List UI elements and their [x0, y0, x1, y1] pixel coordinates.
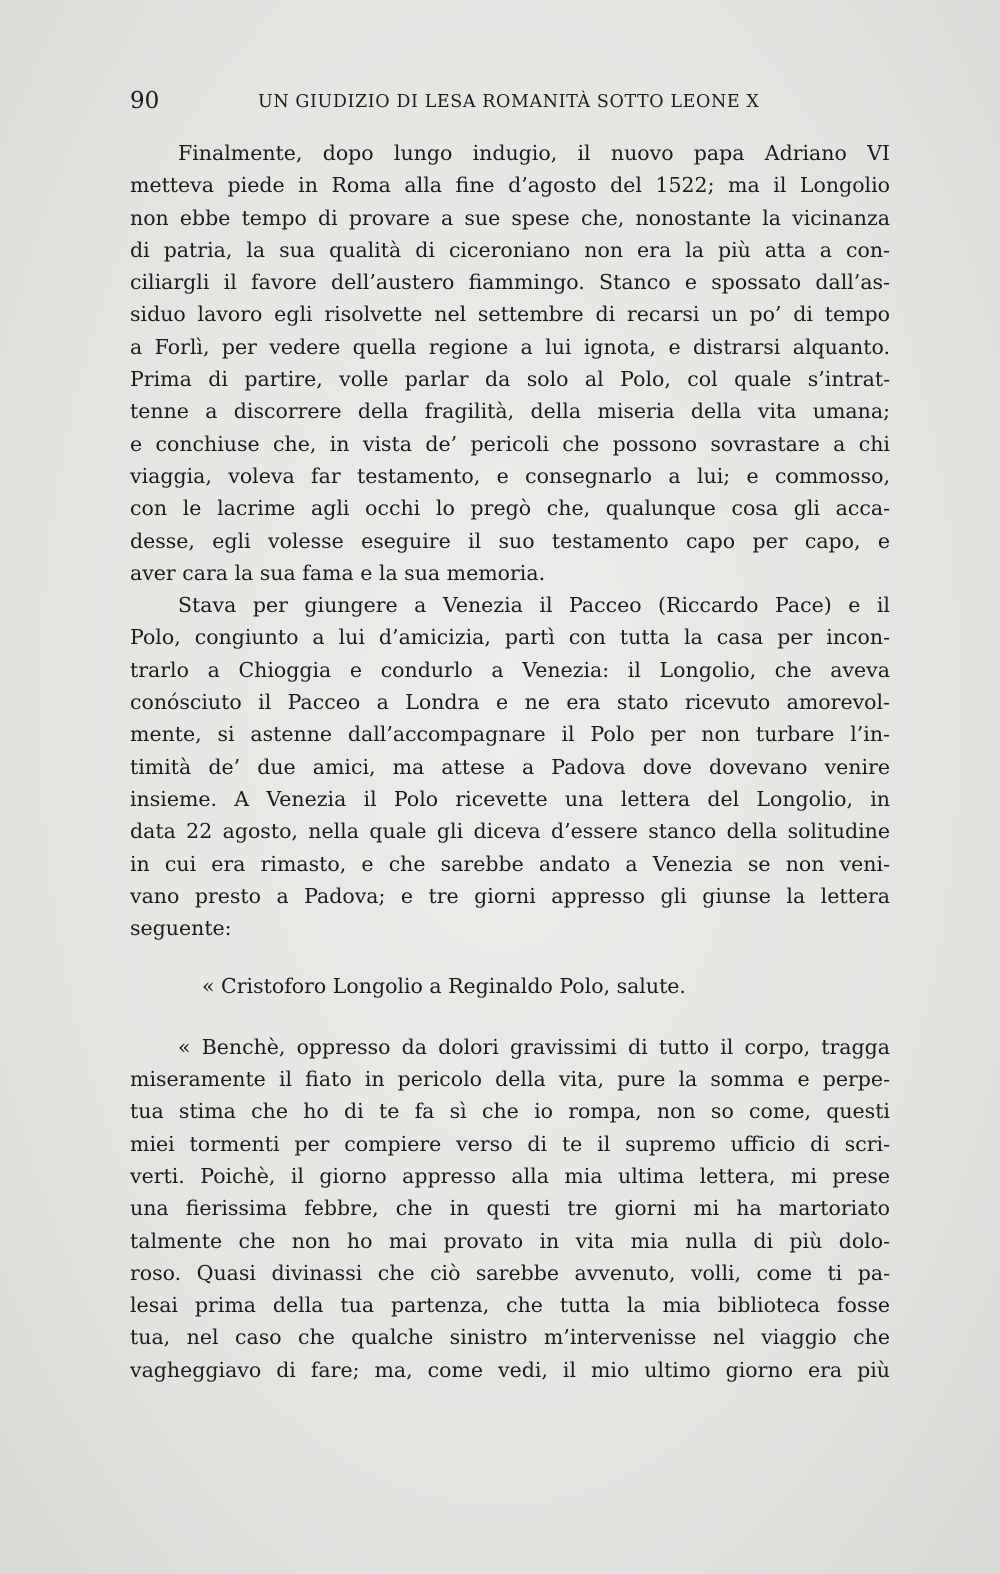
text-line: viaggia, voleva far testamento, e consegnarlo a lui; e commosso, [130, 463, 890, 488]
text-line: trarlo a Chioggia e condurlo a Venezia: il Longolio, che aveva [130, 657, 890, 682]
text-line: tenne a discorrere della fragilità, della miseria della vita umana; [130, 399, 890, 424]
text-line: di patria, la sua qualità di ciceroniano non era la più atta a con- [130, 237, 890, 262]
text-line: mente, si astenne dall’accompagnare il Polo per non turbare l’in- [130, 722, 890, 747]
text-line: siduo lavoro egli risolvette nel settembre di recarsi un po’ di tempo [130, 302, 890, 327]
text-line: desse, egli volesse eseguire il suo testamento capo per capo, e [130, 528, 890, 553]
text-line: miei tormenti per compiere verso di te il supremo ufficio di scri- [130, 1131, 890, 1156]
text-line: e conchiuse che, in vista de’ pericoli che possono sovrastare a chi [130, 431, 890, 456]
paragraph-3 [130, 1031, 890, 1386]
text-line: Stava per giungere a Venezia il Pacceo (Riccardo Pace) e il [178, 593, 890, 618]
text-line: in cui era rimasto, e che sarebbe andato a Venezia se non veni- [130, 851, 890, 876]
text-line: « Benchè, oppresso da dolori gravissimi di tutto il corpo, tragga [178, 1034, 890, 1059]
text-line: verti. Poichè, il giorno appresso alla mia ultima lettera, mi prese [130, 1163, 890, 1188]
text-line: roso. Quasi divinassi che ciò sarebbe avvenuto, volli, come ti pa- [130, 1260, 890, 1285]
text-line: talmente che non ho mai provato in vita mia nulla di più dolo- [130, 1228, 890, 1253]
page-number: 90 [130, 88, 160, 114]
text-line: tua, nel caso che qualche sinistro m’intervenisse nel viaggio che [130, 1325, 890, 1350]
text-line: tua stima che ho di te fa sì che io rompa, non so come, questi [130, 1099, 890, 1124]
running-title: UN GIUDIZIO DI LESA ROMANITÀ SOTTO LEONE X [258, 92, 760, 112]
text-line: timità de’ due amici, ma attese a Padova dove dovevano venire [130, 754, 890, 779]
text-line: aver cara la sua fama e la sua memoria. [130, 560, 546, 585]
text-line: una fierissima febbre, che in questi tre giorni mi ha martoriato [130, 1196, 890, 1221]
letter-salutation: « Cristoforo Longolio a Reginaldo Polo, salute. [202, 974, 686, 999]
text-line: seguente: [130, 916, 232, 941]
text-line: insieme. A Venezia il Polo ricevette una lettera del Longolio, in [130, 786, 890, 811]
text-line: Polo, congiunto a lui d’amicizia, partì con tutta la casa per incon- [130, 625, 890, 650]
text-line: Prima di partire, volle parlar da solo al Polo, col quale s’intrat- [130, 367, 890, 392]
text-line: a Forlì, per vedere quella regione a lui ignota, e distrarsi alquanto. [130, 334, 890, 359]
text-line: conósciuto il Pacceo a Londra e ne era stato ricevuto amorevol- [130, 690, 890, 715]
text-line: non ebbe tempo di provare a sue spese che, nonostante la vicinanza [130, 205, 890, 230]
paragraph-2 [130, 589, 890, 944]
text-line: vano presto a Padova; e tre giorni appresso gli giunse la lettera [130, 883, 890, 908]
text-line: metteva piede in Roma alla fine d’agosto del 1522; ma il Longolio [130, 173, 890, 198]
text-line: lesai prima della tua partenza, che tutta la mia biblioteca fosse [130, 1293, 890, 1318]
text-line: data 22 agosto, nella quale gli diceva d’essere stanco della solitudine [130, 819, 890, 844]
spacer [130, 1003, 890, 1031]
page-header [130, 86, 890, 116]
text-line: Finalmente, dopo lungo indugio, il nuovo papa Adriano VI [178, 141, 890, 165]
text-line: con le lacrime agli occhi lo pregò che, qualunque cosa gli acca- [130, 496, 890, 521]
paragraph-1 [130, 137, 890, 589]
page-body [130, 137, 890, 1386]
text-line: vagheggiavo di fare; ma, come vedi, il mio ultimo giorno era più [130, 1357, 890, 1382]
text-line: miseramente il fiato in pericolo della vita, pure la somma e perpe- [130, 1067, 890, 1092]
text-line: ciliargli il favore dell’austero fiammingo. Stanco e spossato dall’as- [130, 270, 890, 295]
spacer [130, 944, 890, 970]
